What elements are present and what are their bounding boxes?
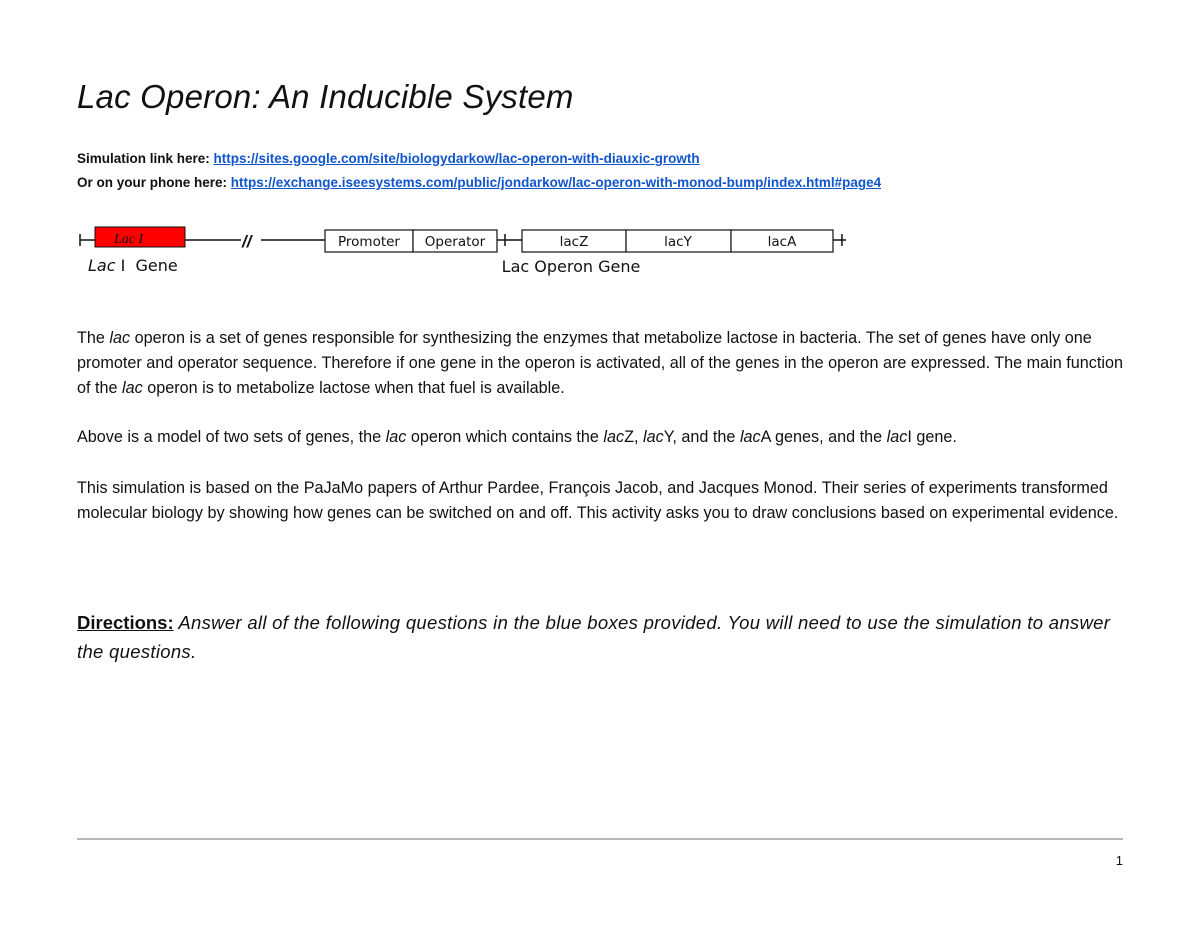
italic-lac: lac [109, 329, 131, 347]
text-run: I gene. [907, 428, 957, 446]
lac-i-gene-label [88, 256, 178, 275]
text-run: operon is to metabolize lactose when that fuel is available. [142, 379, 565, 397]
text-run: The [77, 329, 110, 347]
directions-label: Directions: [77, 612, 174, 633]
lac-i-gene-label-italic: Lac [88, 256, 116, 275]
laca-label: lacA [767, 234, 797, 250]
lac-i-box-label: Lac I [114, 232, 144, 247]
italic-lac: lac [385, 428, 407, 446]
phone-link-label: Or on your phone here: [77, 175, 228, 190]
lac-i-gene-label-rest: I Gene [115, 256, 178, 275]
document-title: Lac Operon: An Inducible System [77, 78, 574, 115]
simulation-link-label: Simulation link here: [77, 151, 210, 166]
simulation-paragraph: This simulation is based on the PaJaMo papers of Arthur Pardee, François Jacob, and Jacques Monod. Their series of experiments transformed molecular biology by showing how genes can be switched on and off. This activity asks you to draw conclusions based on experimental evidence. [77, 479, 1119, 522]
italic-lac: lac [122, 379, 143, 397]
page-number: 1 [1115, 853, 1123, 868]
operator-label: Operator [424, 234, 486, 250]
italic-lac: lac [739, 428, 761, 446]
phone-link-line [77, 175, 881, 190]
lacy-label: lacY [664, 234, 692, 250]
directions [77, 608, 1137, 666]
break-mark: // [242, 232, 252, 251]
promoter-label: Promoter [338, 234, 400, 250]
intro-paragraph [77, 326, 1127, 401]
text-run: A genes, and the [760, 428, 887, 446]
text-run: operon is a set of genes responsible for synthesizing the enzymes that metabolize lactose in bacteria. The set of genes have only one promoter and operator sequence. Therefore if one gene in the operon is activated, all of the genes in the operon are expressed. The main function of the [77, 329, 1123, 397]
footer-divider [77, 838, 1123, 840]
text-run: Above is a model of two sets of genes, the [77, 428, 386, 446]
text-run: operon which contains the [406, 428, 604, 446]
phone-link[interactable]: https://exchange.iseesystems.com/public/jondarkow/lac-operon-with-monod-bump/index.html#page4 [230, 175, 882, 190]
text-run: Z, [624, 428, 644, 446]
italic-lac: lac [643, 428, 664, 446]
lacz-label: lacZ [559, 234, 589, 250]
italic-lac: lac [886, 428, 908, 446]
text-run: Y, and the [663, 428, 740, 446]
italic-lac: lac [603, 428, 625, 446]
directions-text: Answer all of the following questions in the blue boxes provided. You will need to use the simulation to answer the questions. [77, 612, 1111, 662]
lac-operon-diagram [76, 218, 856, 282]
simulation-link-line [77, 151, 700, 166]
model-paragraph [77, 425, 1127, 450]
operon-gene-label: Lac Operon Gene [501, 257, 641, 276]
simulation-link[interactable]: https://sites.google.com/site/biologydarkow/lac-operon-with-diauxic-growth [213, 151, 700, 166]
